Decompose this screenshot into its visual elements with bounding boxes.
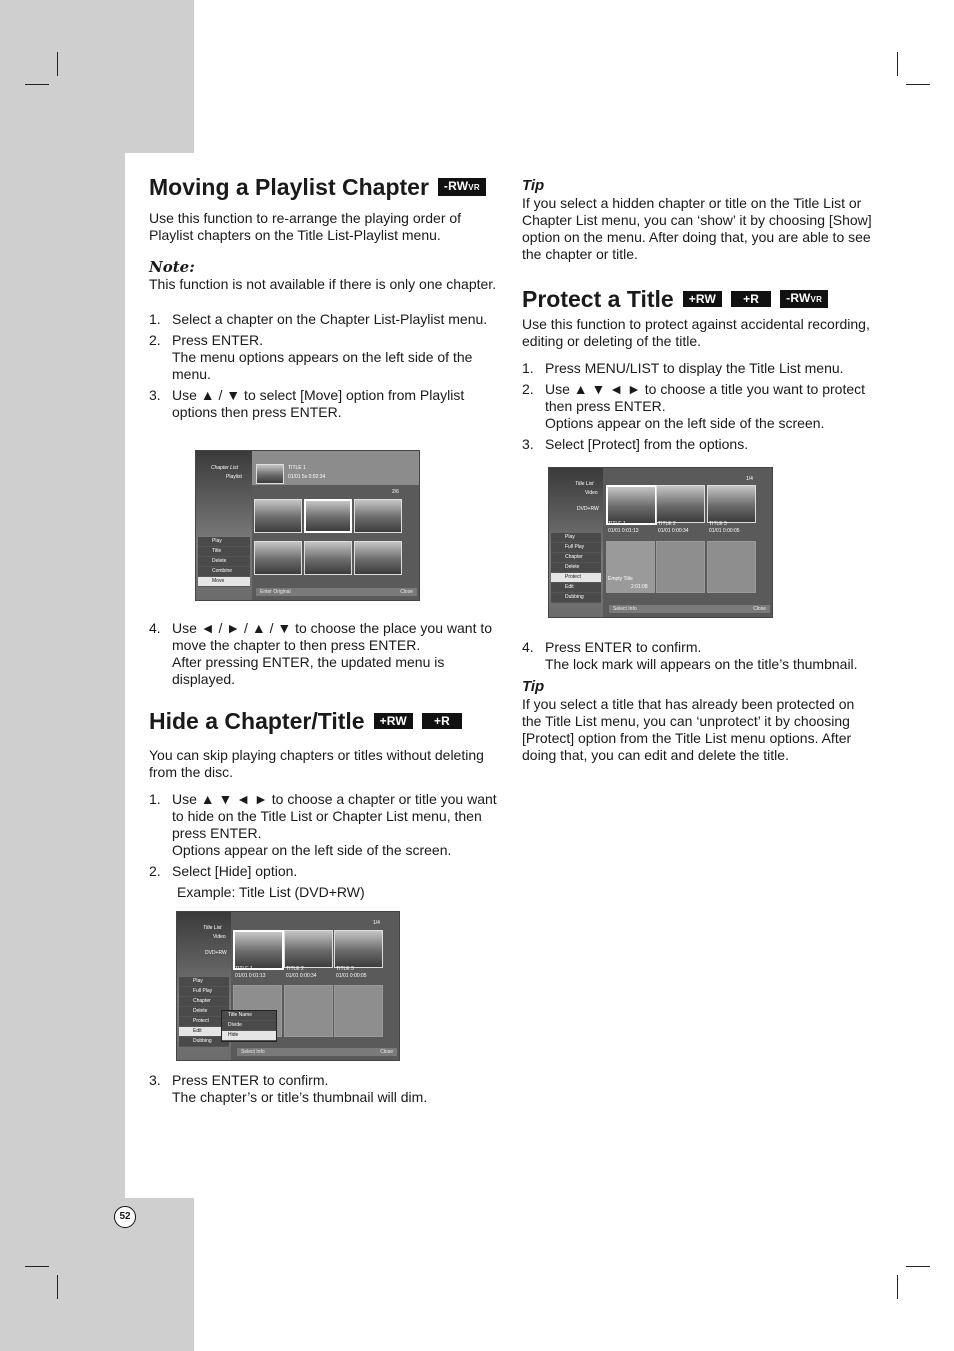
empty-slot xyxy=(284,985,333,1037)
title-info: 01/01 0:00:34 xyxy=(286,973,317,979)
hide-title: Hide a Chapter/Title xyxy=(149,708,365,734)
screen-header2: Playlist xyxy=(226,474,242,480)
badge-sub: VR xyxy=(468,183,480,192)
submenu-item: Title Name xyxy=(222,1011,276,1021)
step-line: Use ◄ / ► / ▲ / ▼ to choose the place you want to move the chapter to then press ENTER. xyxy=(172,620,493,653)
crop-mark xyxy=(897,1275,898,1299)
title-thumb xyxy=(284,930,333,968)
title-info: 01/01 0:01:13 xyxy=(235,973,266,979)
step-line: The lock mark will appears on the title’s thumbnail. xyxy=(545,656,858,672)
footer-text: Enter Original xyxy=(260,589,291,595)
step-line: The menu options appears on the left side of the menu. xyxy=(172,349,473,382)
empty-slot xyxy=(334,985,383,1037)
list-item xyxy=(522,639,877,673)
screen-footer xyxy=(256,588,417,596)
hide-intro: You can skip playing chapters or titles without deleting from the disc. xyxy=(149,747,484,780)
empty-slot xyxy=(656,541,705,593)
screen-footer xyxy=(237,1048,397,1056)
step-line: Use ▲ ▼ ◄ ► to choose a title you want to protect then press ENTER. xyxy=(545,381,866,414)
step-line: Press ENTER. xyxy=(172,332,264,348)
badge-plus-rw: +RW xyxy=(374,713,413,729)
submenu-item: Hide xyxy=(222,1031,276,1041)
crop-mark xyxy=(57,1275,58,1299)
moving-heading xyxy=(149,173,501,201)
menu-item: Move xyxy=(198,577,250,587)
menu-item: Full Play xyxy=(551,543,601,553)
step-text xyxy=(545,639,877,673)
step-number: 4. xyxy=(522,639,534,655)
footer-close: Close xyxy=(400,589,413,595)
step-line: Options appear on the left side of the screen. xyxy=(172,842,452,858)
list-item xyxy=(522,381,877,432)
step-text xyxy=(172,1072,501,1106)
menu-item: Title xyxy=(198,547,250,557)
protect-heading xyxy=(522,285,877,313)
step-number: 2. xyxy=(149,332,161,348)
screen-title: TITLE 1 xyxy=(288,465,306,471)
badge-text: -RW xyxy=(443,179,469,193)
menu-item: Play xyxy=(198,537,250,547)
title-thumb xyxy=(656,485,705,523)
screen-header2: Video xyxy=(585,490,598,496)
crop-mark xyxy=(906,84,930,85)
title-name: TITLE 2 xyxy=(658,521,676,527)
menu-item: Full Play xyxy=(179,987,229,997)
hide-steps-continued xyxy=(149,1072,501,1106)
title-info: 01/01 0:01:13 xyxy=(608,528,639,534)
crop-mark xyxy=(57,52,58,76)
menu-item: Delete xyxy=(179,1007,229,1017)
step-line: Options appear on the left side of the screen. xyxy=(545,415,825,431)
title-list-protect-screenshot xyxy=(548,467,773,618)
title-name: TITLE 2 xyxy=(286,966,304,972)
list-item xyxy=(149,332,501,383)
menu-item: Chapter xyxy=(551,553,601,563)
protect-steps-continued xyxy=(522,639,877,673)
step-line: Press ENTER to confirm. xyxy=(172,1072,329,1088)
menu-item: Delete xyxy=(551,563,601,573)
badge-rwvr xyxy=(780,290,828,308)
step-number: 1. xyxy=(149,311,161,327)
footer-text: Select Info xyxy=(613,606,637,612)
tip-text: If you select a title that has already been protected on the Title List menu, you can ‘unprotect’ it by choosing [Protect] option from the Title List menu options. After doing that, you can edit and delete the title. xyxy=(522,696,855,763)
page-margin-top xyxy=(0,0,194,153)
list-item xyxy=(149,1072,501,1106)
tip-label: Tip xyxy=(522,678,545,695)
screen-page: 2/6 xyxy=(392,489,399,495)
step-number: 3. xyxy=(522,436,534,452)
left-column xyxy=(149,173,501,425)
chapter-thumb xyxy=(354,499,402,533)
chapter-thumb xyxy=(254,541,302,575)
title-name: TITLE 3 xyxy=(336,966,354,972)
moving-intro: Use this function to re-arrange the playing order of Playlist chapters on the Title List-Playlist menu. xyxy=(149,210,462,243)
step-line: After pressing ENTER, the updated menu is displayed. xyxy=(172,654,445,687)
menu-item: Protect xyxy=(551,573,601,583)
tip-text: If you select a hidden chapter or title on the Title List or Chapter List menu, you can ‘show’ it by choosing [Show] option on the menu. After doing that, you are able to see the chapter or title. xyxy=(522,195,872,262)
step-number: 1. xyxy=(522,360,534,376)
footer-close: Close xyxy=(380,1049,393,1055)
menu-item: Play xyxy=(179,977,229,987)
right-column-2 xyxy=(522,639,877,764)
title-name: TITLE 1 xyxy=(608,521,626,527)
menu-item: Protect xyxy=(179,1017,229,1027)
screen-header1: Title List xyxy=(575,481,594,487)
title-thumb xyxy=(334,930,383,968)
protect-title: Protect a Title xyxy=(522,286,674,312)
hide-steps xyxy=(149,791,501,880)
badge-sub: VR xyxy=(810,295,823,304)
list-item xyxy=(522,436,877,453)
title-info: 01/01 0:00:05 xyxy=(336,973,367,979)
list-item xyxy=(149,620,501,688)
step-text: Select [Hide] option. xyxy=(172,863,298,879)
list-item xyxy=(149,387,501,421)
step-text xyxy=(172,791,501,859)
badge-plus-r: +R xyxy=(422,713,462,729)
crop-mark xyxy=(25,84,49,85)
step-text: Select [Protect] from the options. xyxy=(545,436,749,452)
page-number: 52 xyxy=(114,1206,136,1228)
screen-submenu xyxy=(221,1010,277,1042)
list-item xyxy=(149,791,501,859)
moving-steps-continued xyxy=(149,620,501,688)
title-thumb xyxy=(606,485,657,525)
screen-menu xyxy=(551,533,601,603)
left-column-3 xyxy=(149,1072,501,1110)
protect-steps xyxy=(522,360,877,453)
step-number: 2. xyxy=(149,863,161,879)
screen-header2: Video xyxy=(213,934,226,940)
screen-page: 1/4 xyxy=(746,476,753,482)
step-number: 1. xyxy=(149,791,161,807)
hide-example: Example: Title List (DVD+RW) xyxy=(177,884,365,900)
list-item xyxy=(149,311,501,328)
left-column-2 xyxy=(149,620,501,901)
screen-disc: DVD+RW xyxy=(577,506,599,512)
menu-item: Edit xyxy=(179,1027,229,1037)
crop-mark xyxy=(897,52,898,76)
step-text xyxy=(545,381,877,432)
moving-title: Moving a Playlist Chapter xyxy=(149,174,429,200)
step-line: Use ▲ ▼ ◄ ► to choose a chapter or title you want to hide on the Title List or Chapter List menu, then press ENTER. xyxy=(172,791,497,841)
screen-menu xyxy=(198,537,250,587)
moving-steps xyxy=(149,311,501,421)
screen-header1: Chapter List xyxy=(211,465,238,471)
step-text xyxy=(172,620,501,688)
footer-close: Close xyxy=(753,606,766,612)
title-thumb xyxy=(233,930,284,970)
menu-item: Edit xyxy=(551,583,601,593)
list-item xyxy=(522,360,877,377)
screen-page: 1/4 xyxy=(373,920,380,926)
step-line: Press ENTER to confirm. xyxy=(545,639,702,655)
menu-item: Chapter xyxy=(179,997,229,1007)
step-number: 3. xyxy=(149,1072,161,1088)
screen-disc: DVD+RW xyxy=(205,950,227,956)
step-number: 3. xyxy=(149,387,161,403)
title-list-hide-screenshot xyxy=(176,911,400,1061)
protect-intro: Use this function to protect against accidental recording, editing or deleting of the title. xyxy=(522,316,870,349)
screen-info: 01/01 5s 0:02:34 xyxy=(288,474,326,480)
badge-text: -RW xyxy=(786,291,811,305)
step-line: The chapter’s or title’s thumbnail will dim. xyxy=(172,1089,428,1105)
list-item xyxy=(149,863,501,880)
empty-slot xyxy=(707,541,756,593)
step-text: Select a chapter on the Chapter List-Playlist menu. xyxy=(172,311,488,327)
step-text: Use ▲ / ▼ to select [Move] option from Playlist options then press ENTER. xyxy=(172,387,465,420)
current-chapter-thumb xyxy=(256,464,284,484)
title-thumb xyxy=(707,485,756,523)
menu-item: Delete xyxy=(198,557,250,567)
chapter-thumb xyxy=(304,541,352,575)
crop-mark xyxy=(906,1266,930,1267)
badge-plus-rw: +RW xyxy=(683,291,722,307)
title-name: TITLE 3 xyxy=(709,521,727,527)
badge-rwvr xyxy=(438,178,486,196)
submenu-item: Divide xyxy=(222,1021,276,1031)
badge-plus-r: +R xyxy=(731,291,771,307)
step-number: 2. xyxy=(522,381,534,397)
note-text: This function is not available if there is only one chapter. xyxy=(149,276,497,292)
tip-label: Tip xyxy=(522,177,545,194)
chapter-thumb xyxy=(254,499,302,533)
note-label: Note: xyxy=(149,258,195,276)
menu-item: Dubbing xyxy=(551,593,601,603)
screen-header1: Title List xyxy=(203,925,222,931)
screen-footer xyxy=(609,605,770,613)
chapter-thumb xyxy=(304,499,352,533)
chapter-thumb xyxy=(354,541,402,575)
title-name: TITLE 1 xyxy=(235,966,253,972)
chapter-list-screenshot xyxy=(195,450,420,601)
right-column xyxy=(522,177,877,457)
menu-item: Play xyxy=(551,533,601,543)
step-text xyxy=(172,332,501,383)
menu-item: Combine xyxy=(198,567,250,577)
footer-text: Select Info xyxy=(241,1049,265,1055)
crop-mark xyxy=(25,1266,49,1267)
empty-title-name: Empty Title xyxy=(608,576,633,582)
hide-heading xyxy=(149,707,501,735)
menu-item: Dubbing xyxy=(179,1037,229,1047)
title-info: 01/01 0:00:05 xyxy=(709,528,740,534)
empty-title-info: 2:01:08 xyxy=(631,584,648,590)
step-number: 4. xyxy=(149,620,161,636)
page-margin-left xyxy=(0,153,125,1198)
page-margin-bottom xyxy=(0,1198,194,1351)
title-info: 01/01 0:00:34 xyxy=(658,528,689,534)
step-text: Press MENU/LIST to display the Title List menu. xyxy=(545,360,844,376)
